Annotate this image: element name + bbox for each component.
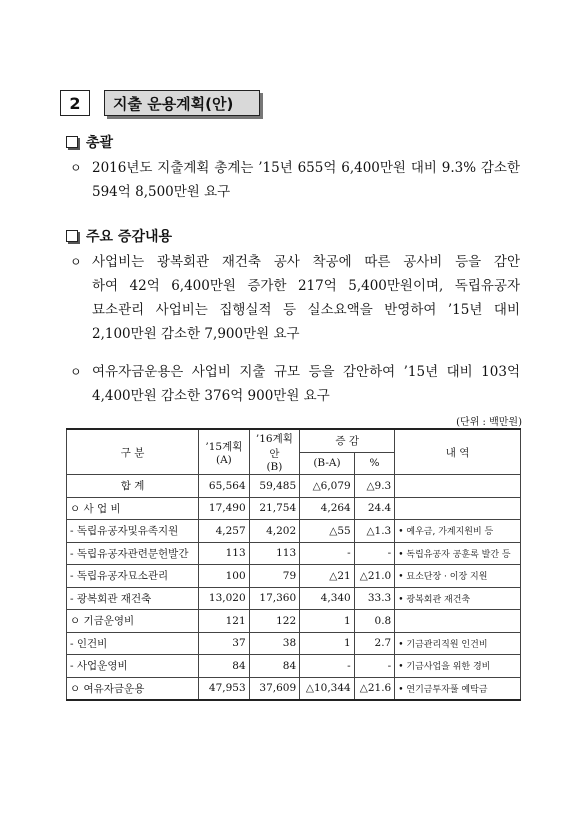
- table-header-row: [67, 429, 521, 452]
- subsection-overview: [66, 132, 113, 152]
- cell-change-pct: △1.3: [354, 520, 395, 543]
- cell-label: - 광복회관 재건축: [67, 587, 199, 610]
- cell-change-pct: △21.6: [354, 677, 395, 700]
- cell-change: -: [300, 655, 355, 678]
- cell-change-pct: -: [354, 542, 395, 565]
- cell-remark: [395, 610, 521, 633]
- unit-label: (단위 : 백만원): [456, 417, 522, 428]
- bullet-circle-icon: ㅇ: [70, 255, 82, 269]
- header-change-ba: (B-A): [300, 452, 355, 475]
- cell-change-pct: △21.0: [354, 565, 395, 588]
- bullet-line: 사업비는 광복회관 재건축 공사 착공에 따른 공사비 등을 감안: [92, 254, 520, 270]
- section-number: 2: [60, 90, 90, 116]
- table-row: [67, 565, 521, 588]
- cell-label: - 독립유공자관련문헌발간: [67, 542, 199, 565]
- bullet-line: 묘소관리 사업비는 집행실적 등 실소요액을 반영하여 ’15년 대비: [92, 302, 520, 318]
- cell-change: -: [300, 542, 355, 565]
- table-row: [67, 542, 521, 565]
- cell-remark: • 광복회관 재건축: [395, 587, 521, 610]
- cell-plan-16: 4,202: [249, 520, 300, 543]
- header-division: 구 분: [67, 429, 199, 475]
- cell-plan-15: 121: [199, 610, 250, 633]
- cell-label: - 사업운영비: [67, 655, 199, 678]
- subsection-changes: [66, 226, 172, 246]
- checkbox-square-icon: [66, 136, 78, 148]
- cell-change: △55: [300, 520, 355, 543]
- cell-change-pct: △9.3: [354, 475, 395, 498]
- header-change-pct: %: [354, 452, 395, 475]
- table-row: [67, 677, 521, 700]
- cell-change-pct: 24.4: [354, 497, 395, 520]
- table-row: [67, 610, 521, 633]
- cell-remark: • 기금사업을 위한 경비: [395, 655, 521, 678]
- cell-change: △6,079: [300, 475, 355, 498]
- bullet-line: 2016년도 지출계획 총계는 ’15년 655억 6,400만원 대비 9.3% 감소한: [92, 160, 520, 176]
- cell-label: - 독립유공자및유족지원: [67, 520, 199, 543]
- table-row: [67, 497, 521, 520]
- budget-table: [66, 428, 521, 701]
- subsection-title: 주요 증감내용: [86, 229, 173, 245]
- bullet-line: 4,400만원 감소한 376억 900만원 요구: [92, 388, 330, 404]
- cell-remark: [395, 475, 521, 498]
- cell-change-pct: 33.3: [354, 587, 395, 610]
- cell-plan-15: 13,020: [199, 587, 250, 610]
- cell-plan-16: 21,754: [249, 497, 300, 520]
- table-row: [67, 587, 521, 610]
- table-row: [67, 655, 521, 678]
- cell-plan-16: 113: [249, 542, 300, 565]
- header-plan-15: ’15계획 (A): [199, 429, 250, 475]
- cell-label: ㅇ 기금운영비: [67, 610, 199, 633]
- cell-remark: • 연기금투자풀 예탁금: [395, 677, 521, 700]
- cell-remark: • 독립유공자 공훈록 발간 등: [395, 542, 521, 565]
- table-total-row: [67, 475, 521, 498]
- checkbox-square-icon: [66, 230, 78, 242]
- cell-label: ㅇ 사 업 비: [67, 497, 199, 520]
- cell-plan-16: 37,609: [249, 677, 300, 700]
- cell-change: △21: [300, 565, 355, 588]
- cell-plan-16: 59,485: [249, 475, 300, 498]
- header-detail: 내 역: [395, 429, 521, 475]
- cell-plan-16: 84: [249, 655, 300, 678]
- cell-label: - 독립유공자묘소관리: [67, 565, 199, 588]
- cell-label: - 인건비: [67, 632, 199, 655]
- cell-change: 1: [300, 610, 355, 633]
- cell-change-pct: 0.8: [354, 610, 395, 633]
- bullet-line: 594억 8,500만원 요구: [92, 184, 231, 200]
- cell-plan-15: 47,953: [199, 677, 250, 700]
- cell-change-pct: 2.7: [354, 632, 395, 655]
- section-header: [60, 90, 260, 116]
- bullet-line: 2,100만원 감소한 7,900만원 요구: [92, 326, 300, 342]
- table-row: [67, 520, 521, 543]
- bullet-line: 여유자금운용은 사업비 지출 규모 등을 감안하여 ’15년 대비 103억: [92, 364, 520, 380]
- cell-plan-16: 17,360: [249, 587, 300, 610]
- cell-change: 4,340: [300, 587, 355, 610]
- cell-change: 1: [300, 632, 355, 655]
- header-change: 증 감: [300, 429, 395, 452]
- bullet-circle-icon: ㅇ: [70, 365, 82, 379]
- cell-remark: [395, 497, 521, 520]
- cell-change-pct: -: [354, 655, 395, 678]
- cell-plan-15: 113: [199, 542, 250, 565]
- table-row: [67, 632, 521, 655]
- bullet-overview: [70, 156, 520, 204]
- cell-remark: • 예우금, 가계지원비 등: [395, 520, 521, 543]
- section-title: 지출 운용계획(안): [104, 90, 260, 116]
- cell-plan-16: 122: [249, 610, 300, 633]
- cell-remark: • 기금관리직원 인건비: [395, 632, 521, 655]
- bullet-surplus-fund: [70, 360, 520, 408]
- cell-plan-16: 38: [249, 632, 300, 655]
- cell-plan-15: 100: [199, 565, 250, 588]
- cell-change: △10,344: [300, 677, 355, 700]
- cell-plan-15: 37: [199, 632, 250, 655]
- cell-change: 4,264: [300, 497, 355, 520]
- cell-plan-15: 65,564: [199, 475, 250, 498]
- cell-plan-15: 84: [199, 655, 250, 678]
- subsection-title: 총괄: [86, 135, 114, 151]
- bullet-line: 하여 42억 6,400만원 증가한 217억 5,400만원이며, 독립유공자: [92, 278, 520, 294]
- cell-plan-15: 4,257: [199, 520, 250, 543]
- bullet-circle-icon: ㅇ: [70, 161, 82, 175]
- cell-remark: • 묘소단장 · 이장 지원: [395, 565, 521, 588]
- bullet-project-cost: [70, 250, 520, 346]
- cell-plan-15: 17,490: [199, 497, 250, 520]
- header-plan-16: ’16계획안 (B): [249, 429, 300, 475]
- cell-plan-16: 79: [249, 565, 300, 588]
- cell-label: 합 계: [67, 475, 199, 498]
- cell-label: ㅇ 여유자금운용: [67, 677, 199, 700]
